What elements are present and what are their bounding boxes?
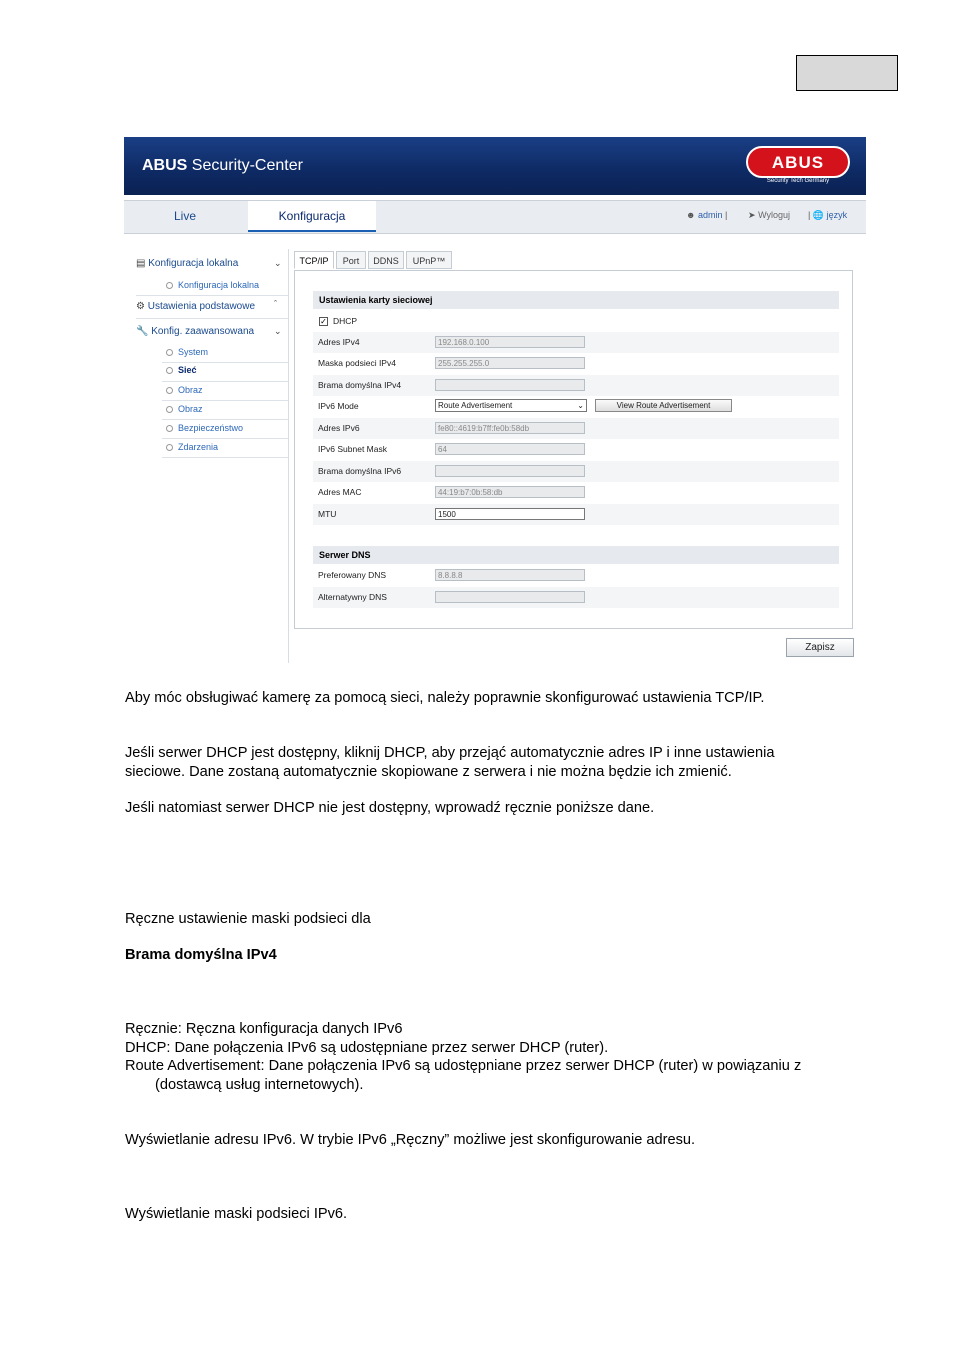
- screenshot-app: [124, 137, 866, 663]
- tab-ddns[interactable]: DDNS: [368, 251, 404, 269]
- top-nav: [124, 200, 866, 234]
- globe-icon: 🌐: [812, 210, 825, 220]
- language-link[interactable]: | 🌐 język: [808, 210, 848, 220]
- gear-icon: ⚙: [136, 301, 145, 312]
- sidebar-item-image[interactable]: Obraz: [166, 385, 203, 395]
- logout-icon: ➤: [748, 210, 756, 220]
- divider: [162, 438, 288, 439]
- ipv6-field[interactable]: fe80::4619:b7ff:fe0b:58db: [435, 422, 585, 434]
- row-dhcp: ✓ DHCP: [320, 316, 358, 326]
- gw6-field[interactable]: [435, 465, 585, 477]
- row-gw6: Brama domyślna IPv6: [313, 461, 839, 482]
- abus-logo: ABUS: [746, 146, 850, 178]
- monitor-icon: ▤: [136, 258, 146, 269]
- sidebar-item-image-2[interactable]: Obraz: [166, 404, 203, 414]
- view-route-advertisement-button[interactable]: View Route Advertisement: [595, 399, 732, 412]
- row-ipv4: Adres IPv4 192.168.0.100: [313, 332, 839, 353]
- preferred-dns-field[interactable]: 8.8.8.8: [435, 569, 585, 581]
- sidebar-basic-settings[interactable]: ⚙ Ustawienia podstawowe: [136, 301, 256, 312]
- mask6-field[interactable]: 64: [435, 443, 585, 455]
- row-ipv6: Adres IPv6 fe80::4619:b7ff:fe0b:58db: [313, 418, 839, 439]
- row-dns-pref: Preferowany DNS 8.8.8.8: [313, 565, 839, 586]
- chevron-up-icon[interactable]: ˆ: [274, 299, 277, 309]
- divider: [162, 419, 288, 420]
- paragraph-ipv6-mask: Wyświetlanie maski podsieci IPv6.: [125, 1206, 348, 1222]
- tab-upnp[interactable]: UPnP™: [406, 251, 452, 269]
- sidebar-item-local-config[interactable]: Konfiguracja lokalna: [166, 280, 259, 290]
- row-mask6: IPv6 Subnet Mask 64: [313, 439, 839, 460]
- mac-field[interactable]: 44:19:b7:0b:58:db: [435, 486, 585, 498]
- mtu-field[interactable]: 1500: [435, 508, 585, 520]
- chevron-down-icon[interactable]: ⌄: [274, 326, 282, 336]
- sidebar-local-config[interactable]: ▤ Konfiguracja lokalna: [136, 258, 239, 269]
- divider: [136, 318, 288, 319]
- tab-live[interactable]: Live: [173, 209, 196, 223]
- divider: [162, 362, 288, 363]
- ipv4-field[interactable]: 192.168.0.100: [435, 336, 585, 348]
- divider: [162, 400, 288, 401]
- sidebar-item-system[interactable]: System: [166, 347, 208, 357]
- row-mask4: Maska podsieci IPv4 255.255.255.0: [313, 353, 839, 374]
- paragraph-ipv6-modes: Ręcznie: Ręczna konfiguracja danych IPv6 DHCP: Dane połączenia IPv6 są udostępniane przez serwer DHCP (ruter). Route Advertisement: Dane połączenia IPv6 są udostępniane przez serwer DHCP (ruter) w powiązaniu z (dostawcą usług internetowych).: [125, 1021, 802, 1093]
- row-mac: Adres MAC 44:19:b7:0b:58:db: [313, 482, 839, 503]
- app-title: ABUS Security-Center: [142, 157, 303, 174]
- paragraph-mask: Ręczne ustawienie maski podsieci dla: [125, 911, 371, 927]
- chevron-down-icon[interactable]: ⌄: [274, 258, 282, 268]
- section-dns: Serwer DNS: [313, 546, 839, 564]
- mask4-field[interactable]: 255.255.255.0: [435, 357, 585, 369]
- page-label-box: [796, 55, 898, 91]
- divider: [162, 381, 288, 382]
- logout-link[interactable]: ➤ Wyloguj: [748, 210, 790, 220]
- alternate-dns-field[interactable]: [435, 591, 585, 603]
- chevron-down-icon: ⌄: [577, 401, 584, 410]
- sidebar-item-security[interactable]: Bezpieczeństwo: [166, 423, 243, 433]
- sidebar-divider: [288, 249, 289, 663]
- dhcp-checkbox[interactable]: ✓: [320, 317, 327, 326]
- paragraph-manual: Jeśli natomiast serwer DHCP nie jest dostępny, wprowadź ręcznie poniższe dane.: [125, 800, 655, 816]
- gw4-field[interactable]: [435, 379, 585, 391]
- tab-port[interactable]: Port: [336, 251, 366, 269]
- ipv6-mode-select[interactable]: Route Advertisement ⌄: [435, 399, 587, 412]
- sidebar-item-network[interactable]: Sieć: [166, 365, 197, 375]
- paragraph-ipv6-address: Wyświetlanie adresu IPv6. W trybie IPv6 „Ręczny” możliwe jest skonfigurowanie adresu.: [125, 1132, 696, 1148]
- row-ipv6-mode: IPv6 Mode Route Advertisement ⌄ View Route Advertisement: [313, 396, 839, 417]
- tab-tcpip[interactable]: TCP/IP: [294, 251, 334, 269]
- user-link[interactable]: ☻ admin |: [686, 210, 728, 220]
- wrench-icon: 🔧: [136, 326, 149, 337]
- logo-subtitle: Security Tech Germany: [766, 178, 830, 184]
- sidebar-item-events[interactable]: Zdarzenia: [166, 442, 218, 452]
- app-header: [124, 137, 866, 195]
- row-gw4: Brama domyślna IPv4: [313, 375, 839, 396]
- save-button[interactable]: Zapisz: [786, 638, 854, 657]
- tcpip-panel: [294, 270, 853, 629]
- user-icon: ☻: [686, 210, 696, 220]
- paragraph-dhcp: Jeśli serwer DHCP jest dostępny, kliknij DHCP, aby przejąć automatycznie adres IP i inne ustawienia sieciowe. Dane zostaną automatycznie skopiowane z serwera i nie można będzie ich zmienić.: [125, 745, 775, 780]
- paragraph-intro: Aby móc obsługiwać kamerę za pomocą sieci, należy poprawnie skonfigurować ustawienia TCP/IP.: [125, 690, 765, 706]
- sidebar-advanced-config[interactable]: 🔧 Konfig. zaawansowana: [136, 326, 255, 337]
- row-mtu: MTU 1500: [313, 504, 839, 525]
- section-network-card: Ustawienia karty sieciowej: [313, 291, 839, 309]
- divider: [162, 457, 288, 458]
- tab-konfiguracja[interactable]: Konfiguracja: [248, 201, 376, 232]
- divider: [136, 295, 288, 296]
- heading-gateway: Brama domyślna IPv4: [125, 947, 277, 963]
- row-dns-alt: Alternatywny DNS: [313, 587, 839, 608]
